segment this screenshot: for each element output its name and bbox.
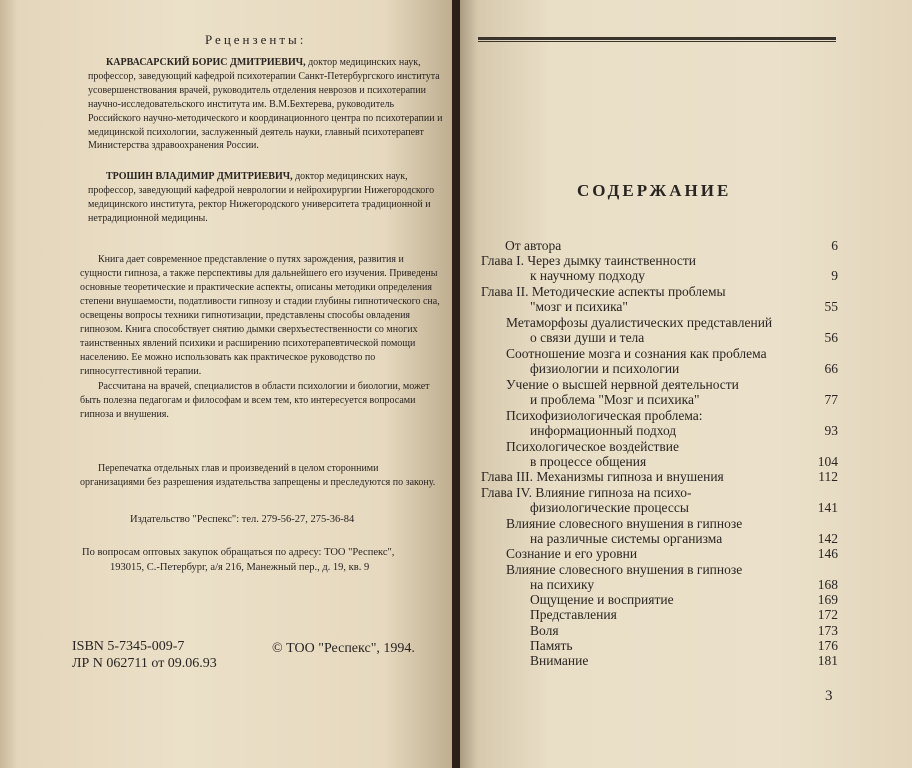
publisher-info: Издательство "Респекс": тел. 279-56-27, 275-36-84 <box>130 514 355 525</box>
reviewer-1 <box>88 56 443 153</box>
wholesale-line-2: 193015, С.-Петербург, а/я 216, Манежный пер., д. 19, кв. 9 <box>110 562 370 573</box>
toc-entry: "мозг и психика" <box>530 299 628 314</box>
toc-page-number: 93 <box>824 423 838 438</box>
toc-entry: Соотношение мозга и сознания как проблема <box>506 346 767 361</box>
toc-entry: Ощущение и восприятие <box>530 592 674 607</box>
reviewer-2 <box>88 170 443 226</box>
toc-page-number: 181 <box>817 653 838 668</box>
toc-entry: на психику <box>530 577 595 592</box>
toc-page-number: 112 <box>818 469 838 484</box>
isbn: ISBN 5-7345-009-7 <box>72 639 185 654</box>
toc-page-number: 104 <box>817 454 838 469</box>
toc-page-number: 9 <box>831 268 838 283</box>
toc-entry: Глава IV. Влияние гипноза на психо- <box>481 485 692 500</box>
book-gutter <box>452 0 460 768</box>
toc-entry: Память <box>530 638 573 653</box>
toc-entry: к научному подходу <box>530 268 646 283</box>
wholesale-line-1: По вопросам оптовых закупок обращаться по адресу: ТОО "Респекс", <box>82 547 395 558</box>
annotation-paragraph-1: Книга дает современное представление о путях зарождения, развития и сущности гипноза, а также перспективы для дальнейшего его изучения. Приведены основные теоретические и практические аспекты, описаны методики определения степени внушаемости, податливости гипнозу и стадии глубины гипнотического сна, освещены вопросы техники гипнотизации, представлены способы овладения гипнозом. Книга способствует снятию дымки сверхъестественности со многих таинственных явлений психики и расширению психотерапевтической помощи населению. Ее можно использовать как практическое руководство по гипносуггестивной терапии. <box>80 254 440 377</box>
toc-page-number: 176 <box>817 638 838 653</box>
page-number: 3 <box>825 688 833 704</box>
toc-entry: на различные системы организма <box>530 531 723 546</box>
toc-entry: Глава I. Через дымку таинственности <box>481 253 697 268</box>
toc-page-number: 142 <box>817 531 838 546</box>
left-page <box>0 0 452 768</box>
toc-entry: Психологическое воздействие <box>506 439 679 454</box>
toc-page-number: 56 <box>824 330 838 345</box>
toc-entry: информационный подход <box>530 423 677 438</box>
toc-page-number: 141 <box>817 500 838 515</box>
reviewer-2-text: доктор медицинских наук, профессор, заведующий кафедрой неврологии и нейрохирургии Нижегородского медицинского института, ректор Нижегородского университета традиционной и нетрадиционной медицины. <box>88 171 435 224</box>
toc-page-number: 168 <box>817 577 838 592</box>
header-rule <box>478 37 836 40</box>
toc-page-number: 77 <box>824 392 838 407</box>
annotation-paragraph-2: Рассчитана на врачей, специалистов в области психологии и биологии, может быть полезна педагогам и философам и всем тем, кто интересуется вопросами гипноза и внушения. <box>80 381 430 420</box>
lr-number: ЛР N 062711 от 09.06.93 <box>72 656 217 671</box>
contents-title: СОДЕРЖАНИЕ <box>577 181 732 200</box>
toc-page-number: 55 <box>824 299 838 314</box>
toc-entry: Метаморфозы дуалистических представлений <box>506 315 773 330</box>
toc-page-number: 6 <box>831 238 838 253</box>
toc-entry: Психофизиологическая проблема: <box>506 408 703 423</box>
toc-entry: Представления <box>530 607 617 622</box>
copyright-notice: Перепечатка отдельных глав и произведений в целом сторонними организациями без разрешения издательства запрещены и преследуются по закону. <box>80 463 436 488</box>
toc-entry: Глава II. Методические аспекты проблемы <box>481 284 726 299</box>
toc-entry: физиологии и психологии <box>530 361 680 376</box>
toc-entry: Внимание <box>530 653 589 668</box>
toc-page-number: 169 <box>817 592 838 607</box>
toc-page-number: 173 <box>817 623 838 638</box>
reviewer-1-text: доктор медицинских наук, профессор, заведующий кафедрой психотерапии Санкт-Петербургского института усовершенствования врачей, руководитель отделения неврозов и психотерапии научно-исследовательского института им. В.М.Бехтерева, руководитель Российского научно-методического и координационного центра по психотерапии и медицинской психологии, заслуженный деятель науки, главный психотерапевт Министерства здравоохранения России. <box>88 57 443 152</box>
toc-entry: физиологические процессы <box>530 500 689 515</box>
toc-entry: Сознание и его уровни <box>506 546 638 561</box>
toc-entry: От автора <box>505 238 562 253</box>
toc-entry: о связи души и тела <box>530 330 645 345</box>
toc-entry: в процессе общения <box>530 454 647 469</box>
toc-entry: Влияние словесного внушения в гипнозе <box>506 516 743 531</box>
toc-page-number: 146 <box>817 546 838 561</box>
toc-entry: Воля <box>530 623 559 638</box>
toc-page-number: 172 <box>817 607 838 622</box>
reviewer-2-name: ТРОШИН ВЛАДИМИР ДМИТРИЕВИЧ, <box>106 171 293 182</box>
toc-entry: Глава III. Механизмы гипноза и внушения <box>481 469 724 484</box>
toc-entry: Учение о высшей нервной деятельности <box>506 377 739 392</box>
toc-entry: и проблема "Мозг и психика" <box>530 392 700 407</box>
reviewers-title: Рецензенты: <box>205 32 307 47</box>
reviewer-1-name: КАРВАСАРСКИЙ БОРИС ДМИТРИЕВИЧ, <box>106 57 306 68</box>
toc-page-number: 66 <box>824 361 838 376</box>
copyright: © ТОО "Респекс", 1994. <box>272 641 415 656</box>
header-rule-thin <box>478 41 836 42</box>
toc-entry: Влияние словесного внушения в гипнозе <box>506 562 743 577</box>
